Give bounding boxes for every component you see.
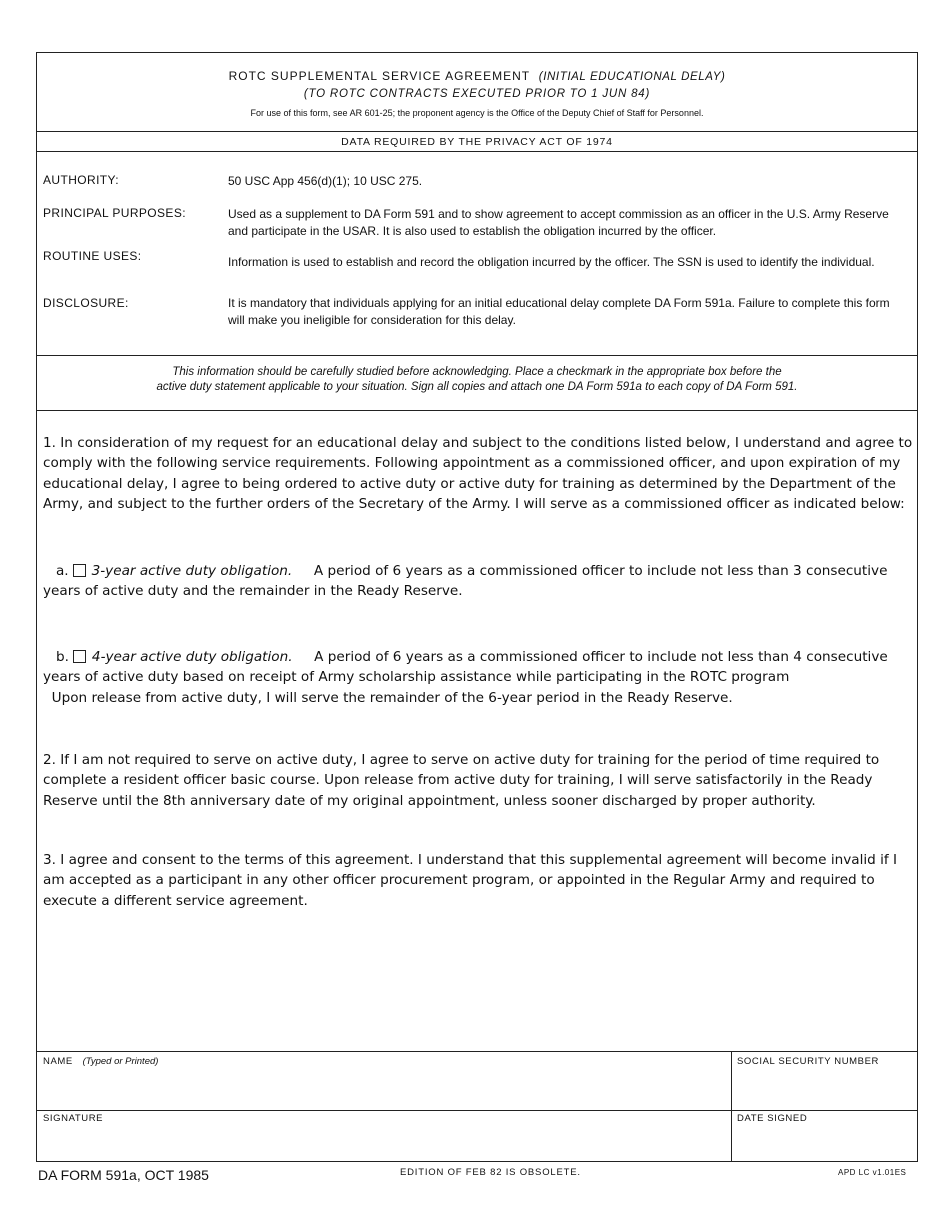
name-field[interactable]: [43, 1073, 723, 1109]
divider: [37, 1051, 917, 1052]
option-b-text: A period of 6 years as a commissioned officer to include not less than 4 consecutive years of active duty based on receipt of Army scholarship assistance while participating in the ROTC program: [43, 649, 888, 686]
option-b-title: 4-year active duty obligation.: [91, 649, 293, 665]
divider: [37, 131, 917, 132]
divider-vertical: [731, 1051, 732, 1161]
form-title-italic: (INITIAL EDUCATIONAL DELAY): [538, 71, 726, 83]
name-label-text: NAME: [43, 1056, 73, 1067]
divider: [37, 151, 917, 152]
routine-uses-text: Information is used to establish and record the obligation incurred by the officer. The SSN is used to identify the individual.: [228, 255, 875, 269]
paragraph-3: 3. I agree and consent to the terms of this agreement. I understand that this supplemental agreement will become invalid if I am accepted as a participant in any other officer procurement program, or appointed in the Regular Army and required to execute a different service agreement.: [43, 852, 898, 909]
option-a-title: 3-year active duty obligation.: [91, 563, 293, 579]
option-a-checkbox[interactable]: [73, 564, 86, 577]
principal-purposes-label: PRINCIPAL PURPOSES:: [43, 206, 186, 220]
divider: [37, 355, 917, 356]
date-signed-label: DATE SIGNED: [737, 1113, 808, 1124]
authority-label: AUTHORITY:: [43, 173, 120, 187]
option-b-checkbox[interactable]: [73, 650, 86, 663]
form-subtitle: (TO ROTC CONTRACTS EXECUTED PRIOR TO 1 JUN 84): [303, 88, 651, 100]
paragraph-2: 2. If I am not required to serve on active duty, I agree to serve on active duty for training for the period of time required to complete a resident officer basic course. Upon release from active duty for training, I will serve satisfactorily in the Ready Reserve until the 8th anniversary date of my original appointment, unless sooner discharged by proper authority.: [43, 752, 880, 809]
privacy-act-title: DATA REQUIRED BY THE PRIVACY ACT OF 1974: [341, 136, 613, 148]
option-b: [43, 647, 917, 708]
name-label-hint: (Typed or Printed): [82, 1056, 159, 1067]
option-b-letter: b.: [55, 649, 69, 665]
instructions-line-2: active duty statement applicable to your situation. Sign all copies and attach one DA Form 591a to each copy of DA Form 591.: [156, 381, 798, 393]
paragraph-1: 1. In consideration of my request for an educational delay and subject to the conditions listed below, I understand and agree to comply with the following service requirements. Following appointment as a commissioned officer, and upon expiration of my educational delay, I agree to being ordered to active duty or active duty for training as determined by the Department of the Army, and subject to the further orders of the Secretary of the Army. I will serve as a commissioned officer as indicated below:: [43, 435, 913, 512]
form-header: [37, 53, 917, 133]
form-use-note: For use of this form, see AR 601-25; the proponent agency is the Office of the Deputy Chief of Staff for Personnel.: [250, 108, 704, 118]
date-signed-field[interactable]: [737, 1129, 913, 1159]
disclosure-label: DISCLOSURE:: [43, 296, 129, 310]
divider: [37, 410, 917, 411]
option-a-text: A period of 6 years as a commissioned officer to include not less than 3 consecutive years of active duty and the remainder in the Ready Reserve.: [43, 563, 888, 600]
version-code: APD LC v1.01ES: [838, 1168, 907, 1177]
ssn-field-label: SOCIAL SECURITY NUMBER: [737, 1056, 880, 1067]
signature-field-label: SIGNATURE: [43, 1113, 104, 1124]
option-a: [43, 561, 917, 602]
signature-field[interactable]: [43, 1129, 723, 1159]
instructions-line-1: This information should be carefully studied before acknowledging. Place a checkmark in the appropriate box before the: [172, 366, 782, 378]
form-title: [37, 69, 917, 83]
option-a-letter: a.: [55, 563, 69, 579]
ssn-field[interactable]: [737, 1073, 913, 1109]
divider: [37, 1110, 917, 1111]
principal-purposes-text: Used as a supplement to DA Form 591 and to show agreement to accept commission as an officer in the U.S. Army Reserve and participate in the USAR. It is also used to establish the obligation incurred by the officer.: [228, 207, 889, 238]
authority-text: 50 USC App 456(d)(1); 10 USC 275.: [228, 174, 423, 188]
instructions: [37, 365, 917, 395]
name-field-label: [43, 1056, 158, 1067]
routine-uses-label: ROUTINE USES:: [43, 249, 142, 263]
form-frame: [36, 52, 918, 1162]
disclosure-text: It is mandatory that individuals applying for an initial educational delay complete DA Form 591a. Failure to complete this form will make you ineligible for consideration for this delay.: [228, 296, 890, 327]
form-title-text: ROTC SUPPLEMENTAL SERVICE AGREEMENT: [228, 69, 531, 83]
option-b-text-2: Upon release from active duty, I will serve the remainder of the 6-year period in the Ready Reserve.: [51, 689, 733, 706]
edition-note: EDITION OF FEB 82 IS OBSOLETE.: [400, 1167, 581, 1178]
form-id: DA FORM 591a, OCT 1985: [38, 1167, 209, 1183]
